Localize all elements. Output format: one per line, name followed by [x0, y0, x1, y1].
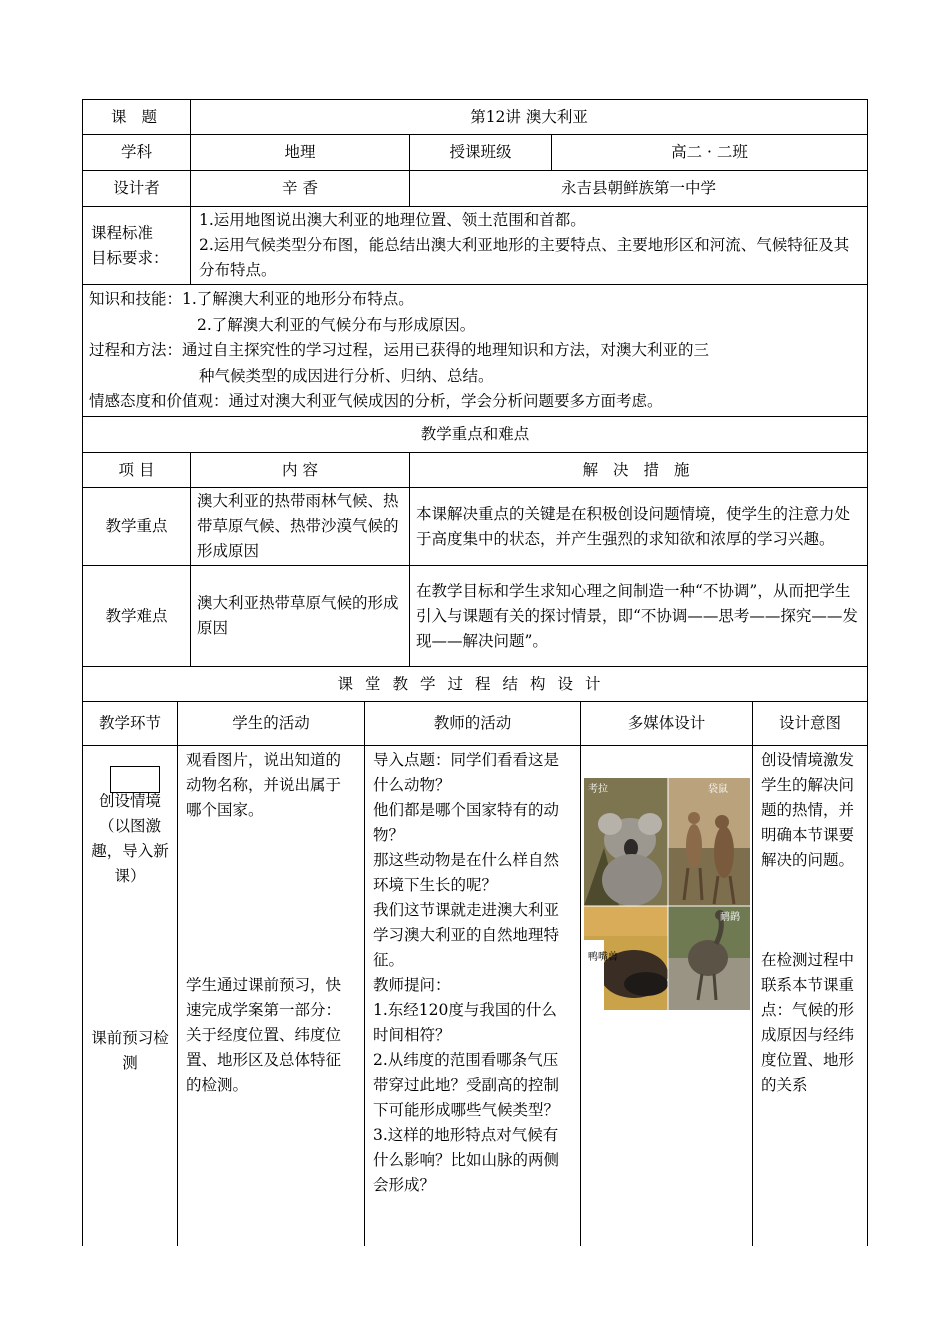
process-2: 种气候类型的成因进行分析、归纳、总结。 — [199, 366, 494, 385]
col-teacher: 教师的活动 — [365, 702, 581, 746]
stage-marker-box — [110, 766, 160, 793]
col-media: 多媒体设计 — [581, 702, 753, 746]
teacher-activity-5: 教师提问： — [373, 976, 451, 994]
animal-collage-image — [584, 778, 750, 1010]
media-label-koala: 考拉 — [588, 784, 608, 795]
knowledge-label: 知识和技能： — [89, 290, 183, 308]
teacher-activity-1: 导入点题：同学们看看这是什么动物？ — [373, 751, 560, 794]
teacher-activity-7: 2.从纬度的范围看哪条气压带穿过此地？受副高的控制下可能形成哪些气候类型？ — [373, 1051, 560, 1119]
col-item: 项 目 — [83, 453, 191, 488]
emotion-label: 情感态度和价值观： — [89, 392, 229, 410]
col-student: 学生的活动 — [178, 702, 365, 746]
emotion-text: 通过对澳大利亚气候成因的分析，学会分析问题要多方面考虑。 — [228, 392, 663, 410]
intent-2: 在检测过程中联系本节课重点：气候的形成原因与经纬度位置、地形的关系 — [761, 951, 855, 1094]
teacher-activity-8: 3.这样的地形特点对气候有什么影响？比如山脉的两侧会形成？ — [373, 1126, 560, 1194]
standards-content: 1.运用地图说出澳大利亚的地理位置、领土范围和首都。 2.运用气候类型分布图，能总结出澳大利亚地形的主要特点、主要地形区和河流、气候特征及其分布特点。 — [191, 207, 868, 285]
media-label-emu: 鸸鹋 — [720, 912, 740, 923]
knowledge-2: 2.了解澳大利亚的气候分布与形成原因。 — [197, 315, 476, 334]
process-table — [82, 701, 868, 1246]
focus-table — [82, 452, 868, 702]
difficult-point-content: 澳大利亚热带草原气候的形成原因 — [191, 566, 410, 667]
process-1: 通过自主探究性的学习过程，运用已获得的地理知识和方法，对澳大利亚的三 — [182, 341, 710, 359]
class-label: 授课班级 — [410, 135, 552, 171]
designer-label: 设计者 — [83, 171, 191, 207]
process-label: 过程和方法： — [89, 341, 183, 359]
stage-intro: 创设情境（以图激趣，导入新课） — [91, 792, 169, 885]
teacher-activity-6: 1.东经120度与我国的什么时间相符？ — [373, 1001, 557, 1044]
designer-value: 辛 香 — [191, 171, 410, 207]
subject-label: 学科 — [83, 135, 191, 171]
school-name: 永吉县朝鲜族第一中学 — [410, 171, 868, 207]
teacher-activity-2: 他们都是哪个国家特有的动物？ — [373, 801, 560, 844]
topic-label: 课 题 — [83, 100, 191, 135]
teacher-cell — [365, 746, 581, 1246]
media-label-platypus: 鸭嘴兽 — [588, 952, 618, 963]
media-cell — [581, 746, 753, 1246]
objectives-block — [83, 285, 868, 417]
lesson-info-table — [82, 99, 868, 453]
difficult-point-label: 教学难点 — [83, 566, 191, 667]
col-stage: 教学环节 — [83, 702, 178, 746]
stage-cell — [83, 746, 178, 1246]
student-activity-2: 学生通过课前预习，快速完成学案第一部分：关于经度位置、纬度位置、地形区及总体特征的检测。 — [186, 976, 342, 1094]
key-point-label: 教学重点 — [83, 488, 191, 566]
col-content: 内 容 — [191, 453, 410, 488]
class-value: 高二 · 二班 — [552, 135, 868, 171]
teacher-activity-3: 那这些动物是在什么样自然环境下生长的呢？ — [373, 851, 560, 894]
media-label-kangaroo: 袋鼠 — [708, 784, 728, 795]
intent-cell — [753, 746, 868, 1246]
key-point-measure: 本课解决重点的关键是在积极创设问题情境，使学生的注意力处于高度集中的状态，并产生强烈的求知欲和浓厚的学习兴趣。 — [410, 488, 868, 566]
stage-preview: 课前预习检测 — [91, 1029, 169, 1072]
focus-title: 教学重点和难点 — [83, 417, 868, 453]
process-title: 课堂教学过程结构设计 — [83, 667, 868, 702]
difficult-point-measure: 在教学目标和学生求知心理之间制造一种“不协调”，从而把学生引入与课题有关的探讨情景，即“不协调——思考——探究——发现——解决问题”。 — [410, 566, 868, 667]
student-cell — [178, 746, 365, 1246]
col-measure: 解 决 措 施 — [410, 453, 868, 488]
col-intent: 设计意图 — [753, 702, 868, 746]
standards-label: 课程标准 目标要求： — [83, 207, 191, 285]
knowledge-1: 1.了解澳大利亚的地形分布特点。 — [182, 290, 414, 308]
lesson-plan — [82, 99, 867, 1246]
subject-value: 地理 — [191, 135, 410, 171]
student-activity-1: 观看图片，说出知道的动物名称，并说出属于哪个国家。 — [186, 751, 342, 819]
key-point-content: 澳大利亚的热带雨林气候、热带草原气候、热带沙漠气候的形成原因 — [191, 488, 410, 566]
topic-value: 第12讲 澳大利亚 — [191, 100, 868, 135]
intent-1: 创设情境激发学生的解决问题的热情，并明确本节课要解决的问题。 — [761, 751, 855, 869]
teacher-activity-4: 我们这节课就走进澳大利亚学习澳大利亚的自然地理特征。 — [373, 901, 560, 969]
